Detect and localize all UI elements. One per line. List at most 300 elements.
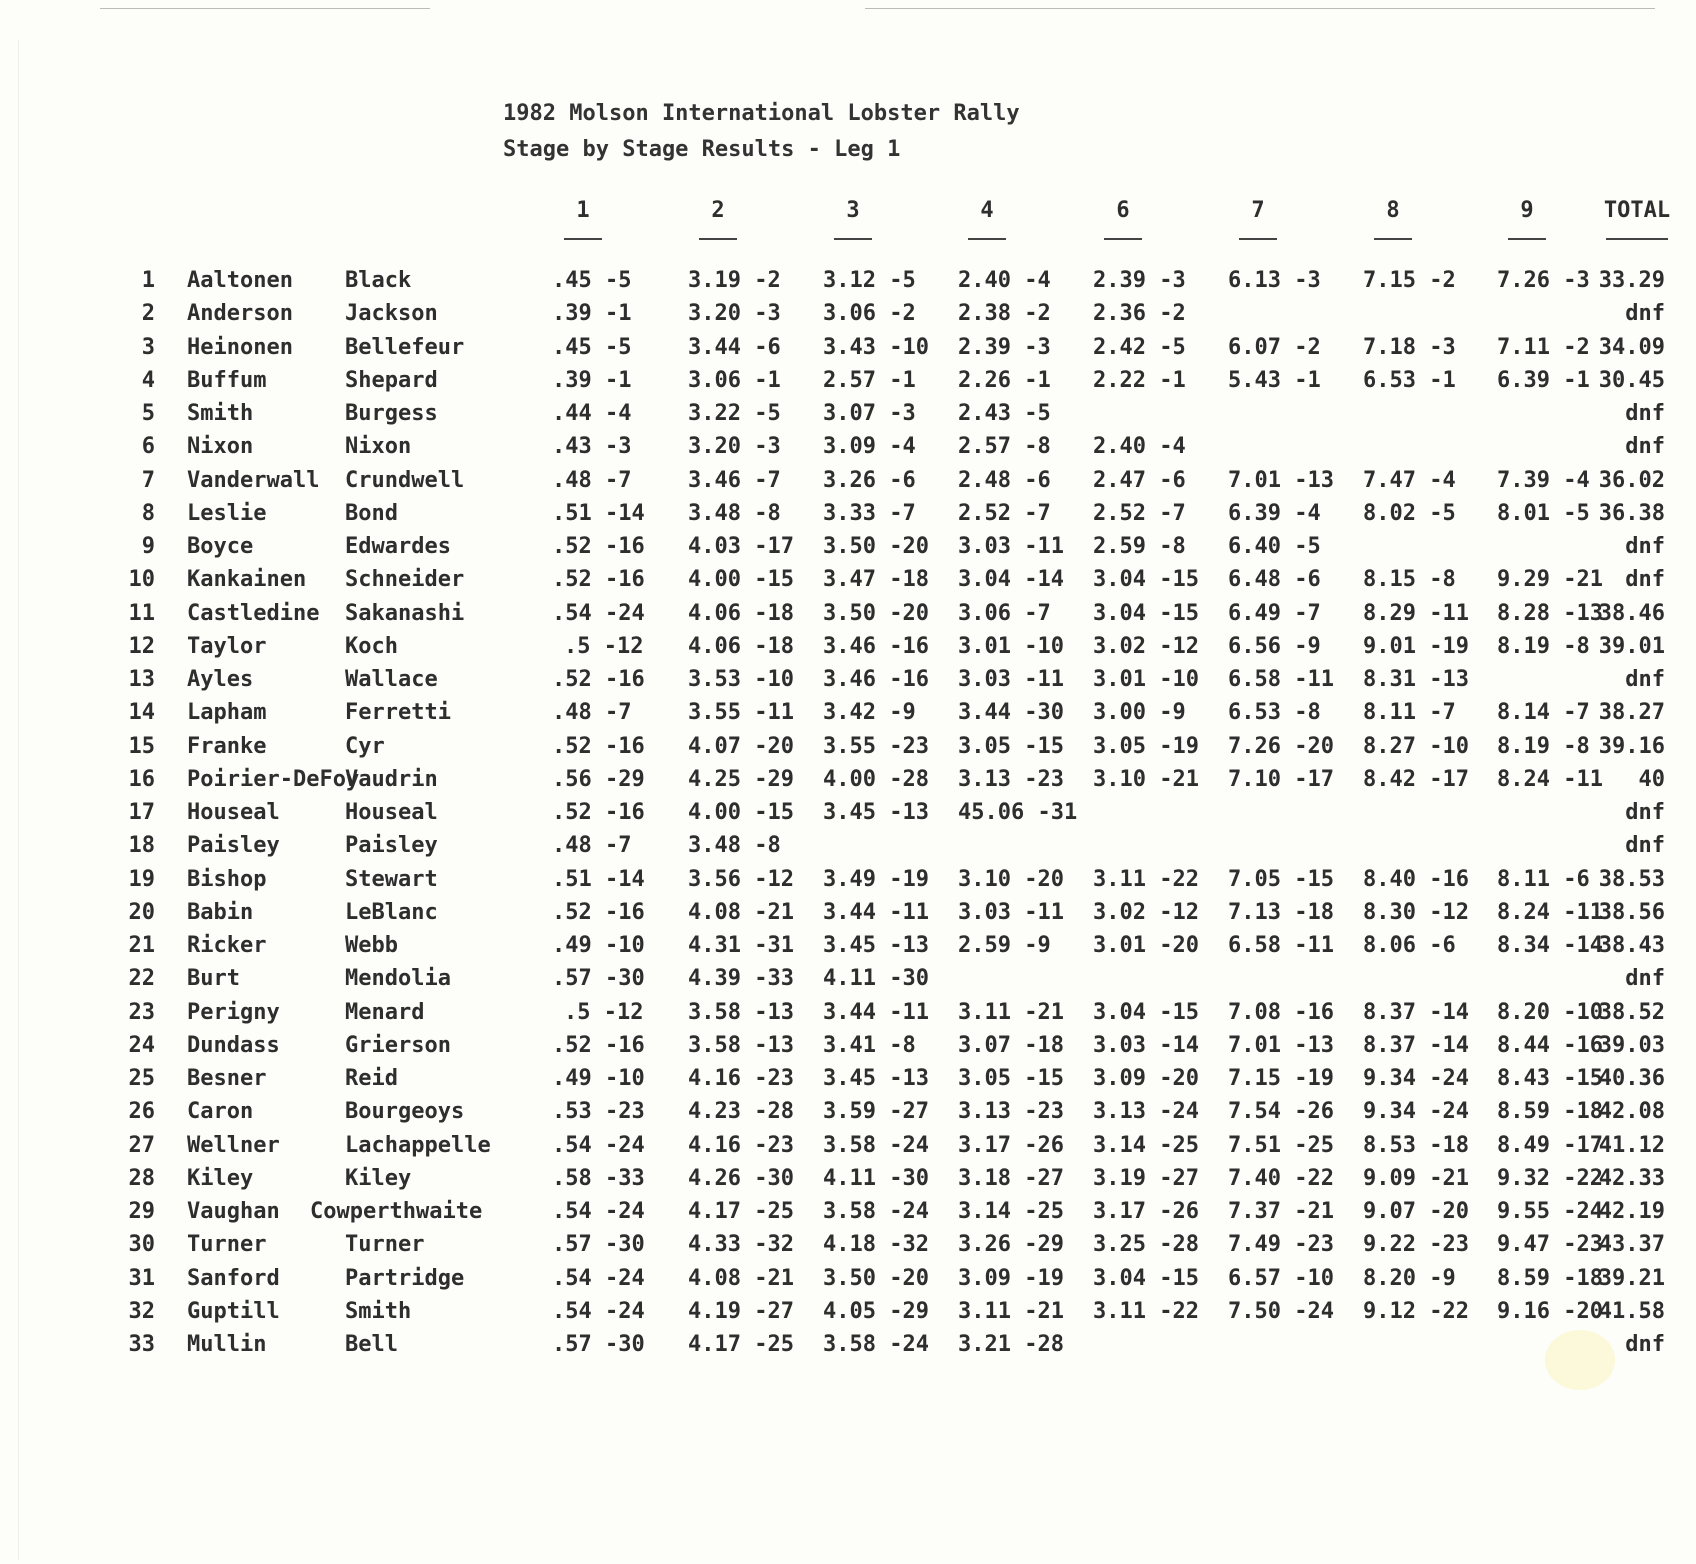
stage-time: 3.03 -11 xyxy=(958,534,1064,559)
total-time: 38.56 xyxy=(1598,900,1665,925)
stage-time: .52 -16 xyxy=(552,800,645,825)
stage-time: 2.43 -5 xyxy=(958,401,1051,426)
table-row xyxy=(0,1131,1696,1161)
stage-time: 7.26 -3 xyxy=(1497,268,1590,293)
column-header: TOTAL xyxy=(1603,198,1671,223)
stage-time: .39 -1 xyxy=(552,368,632,393)
table-row xyxy=(0,665,1696,695)
stage-time: 4.05 -29 xyxy=(823,1299,929,1324)
stage-time: 3.01 -10 xyxy=(958,634,1064,659)
driver-name: Turner xyxy=(187,1232,267,1257)
stage-time: 3.10 -20 xyxy=(958,867,1064,892)
total-time: 36.02 xyxy=(1598,468,1665,493)
row-number: 21 xyxy=(128,933,155,958)
total-time: 38.46 xyxy=(1598,601,1665,626)
stage-time: 3.25 -28 xyxy=(1093,1232,1199,1257)
codriver-name: Kiley xyxy=(345,1166,412,1191)
table-row xyxy=(0,765,1696,795)
stage-time: 7.37 -21 xyxy=(1228,1199,1334,1224)
codriver-name: Bourgeoys xyxy=(345,1099,465,1124)
table-row xyxy=(0,1197,1696,1227)
stage-time: 8.11 -7 xyxy=(1363,700,1456,725)
row-number: 4 xyxy=(141,368,155,393)
row-number: 3 xyxy=(141,335,155,360)
driver-name: Buffum xyxy=(187,368,267,393)
table-row xyxy=(0,698,1696,728)
stage-time: 7.13 -18 xyxy=(1228,900,1334,925)
driver-name: Dundass xyxy=(187,1033,280,1058)
stage-time: 8.19 -8 xyxy=(1497,734,1590,759)
row-number: 27 xyxy=(128,1133,155,1158)
stage-time: 8.01 -5 xyxy=(1497,501,1590,526)
stage-time: 3.05 -15 xyxy=(958,734,1064,759)
stage-time: 4.00 -28 xyxy=(823,767,929,792)
row-number: 7 xyxy=(141,468,155,493)
stage-time: .57 -30 xyxy=(552,1232,645,1257)
codriver-name: Jackson xyxy=(345,301,438,326)
stage-time: .52 -16 xyxy=(552,734,645,759)
codriver-name: Webb xyxy=(345,933,398,958)
stage-time: 9.01 -19 xyxy=(1363,634,1469,659)
table-row xyxy=(0,432,1696,462)
total-time: 43.37 xyxy=(1598,1232,1665,1257)
stage-time: 4.08 -21 xyxy=(688,900,794,925)
total-time: 40 xyxy=(1638,767,1665,792)
stage-time: 6.53 -8 xyxy=(1228,700,1321,725)
stage-time: 3.45 -13 xyxy=(823,933,929,958)
codriver-name: Grierson xyxy=(345,1033,451,1058)
row-number: 15 xyxy=(128,734,155,759)
stage-time: 8.53 -18 xyxy=(1363,1133,1469,1158)
stage-time: 3.44 -6 xyxy=(688,335,781,360)
stage-time: 2.57 -8 xyxy=(958,434,1051,459)
total-time: dnf xyxy=(1625,434,1665,459)
row-number: 31 xyxy=(128,1266,155,1291)
table-row xyxy=(0,798,1696,828)
stage-time: 3.03 -14 xyxy=(1093,1033,1199,1058)
top-rule-left xyxy=(100,8,430,9)
total-time: 38.43 xyxy=(1598,933,1665,958)
total-time: 38.27 xyxy=(1598,700,1665,725)
codriver-name: Mendolia xyxy=(345,966,451,991)
row-number: 20 xyxy=(128,900,155,925)
header-underline xyxy=(699,238,737,240)
row-number: 30 xyxy=(128,1232,155,1257)
driver-name: Perigny xyxy=(187,1000,280,1025)
stage-time: 7.40 -22 xyxy=(1228,1166,1334,1191)
stage-time: 4.25 -29 xyxy=(688,767,794,792)
table-row xyxy=(0,1164,1696,1194)
stage-time: 2.40 -4 xyxy=(1093,434,1186,459)
driver-name: Vaughan xyxy=(187,1199,280,1224)
stage-time: 9.12 -22 xyxy=(1363,1299,1469,1324)
stage-time: .48 -7 xyxy=(552,468,632,493)
table-row xyxy=(0,1097,1696,1127)
stage-time: .58 -33 xyxy=(552,1166,645,1191)
driver-name: Kankainen xyxy=(187,567,307,592)
stage-time: 3.45 -13 xyxy=(823,1066,929,1091)
stage-time: 8.37 -14 xyxy=(1363,1033,1469,1058)
stage-time: 8.40 -16 xyxy=(1363,867,1469,892)
stage-time: 7.18 -3 xyxy=(1363,335,1456,360)
column-header: 2 xyxy=(711,198,725,223)
row-number: 23 xyxy=(128,1000,155,1025)
driver-name: Poirier-DeFoy xyxy=(187,767,360,792)
driver-name: Caron xyxy=(187,1099,254,1124)
table-row xyxy=(0,399,1696,429)
stage-time: 7.39 -4 xyxy=(1497,468,1590,493)
table-row xyxy=(0,299,1696,329)
table-row xyxy=(0,532,1696,562)
codriver-name: Menard xyxy=(345,1000,425,1025)
header-underline xyxy=(1508,238,1546,240)
stage-time: .45 -5 xyxy=(552,268,632,293)
table-row xyxy=(0,466,1696,496)
driver-name: Lapham xyxy=(187,700,267,725)
stage-time: 3.01 -10 xyxy=(1093,667,1199,692)
driver-name: Wellner xyxy=(187,1133,280,1158)
table-row xyxy=(0,998,1696,1028)
codriver-name: Vaudrin xyxy=(345,767,438,792)
stage-time: 7.50 -24 xyxy=(1228,1299,1334,1324)
stage-time: 3.18 -27 xyxy=(958,1166,1064,1191)
total-time: dnf xyxy=(1625,401,1665,426)
header-underline xyxy=(1606,238,1668,240)
stage-time: .54 -24 xyxy=(552,601,645,626)
stage-time: 3.55 -11 xyxy=(688,700,794,725)
stage-time: 3.14 -25 xyxy=(958,1199,1064,1224)
stage-time: 6.57 -10 xyxy=(1228,1266,1334,1291)
stage-time: 3.00 -9 xyxy=(1093,700,1186,725)
codriver-name: Black xyxy=(345,268,412,293)
stage-time: 9.34 -24 xyxy=(1363,1099,1469,1124)
stage-time: 3.56 -12 xyxy=(688,867,794,892)
stage-time: 3.01 -20 xyxy=(1093,933,1199,958)
row-number: 19 xyxy=(128,867,155,892)
stage-time: 9.47 -23 xyxy=(1497,1232,1603,1257)
table-row xyxy=(0,499,1696,529)
stage-time: 3.44 -11 xyxy=(823,1000,929,1025)
stage-time: 6.40 -5 xyxy=(1228,534,1321,559)
stage-time: 3.43 -10 xyxy=(823,335,929,360)
row-number: 12 xyxy=(128,634,155,659)
table-row xyxy=(0,1330,1696,1360)
row-number: 28 xyxy=(128,1166,155,1191)
row-number: 6 xyxy=(141,434,155,459)
stage-time: 8.59 -18 xyxy=(1497,1266,1603,1291)
stage-time: 3.26 -29 xyxy=(958,1232,1064,1257)
stage-time: 8.42 -17 xyxy=(1363,767,1469,792)
stage-time: .52 -16 xyxy=(552,667,645,692)
stage-time: 3.47 -18 xyxy=(823,567,929,592)
stage-time: 4.00 -15 xyxy=(688,567,794,592)
title-block xyxy=(503,96,1020,168)
codriver-name: Edwardes xyxy=(345,534,451,559)
table-row xyxy=(0,366,1696,396)
codriver-name: Bell xyxy=(345,1332,398,1357)
total-time: 33.29 xyxy=(1598,268,1665,293)
stage-time: 8.28 -13 xyxy=(1497,601,1603,626)
driver-name: Smith xyxy=(187,401,254,426)
column-header: 8 xyxy=(1386,198,1400,223)
stage-time: .57 -30 xyxy=(552,966,645,991)
codriver-name: Schneider xyxy=(345,567,465,592)
column-header: 7 xyxy=(1251,198,1265,223)
paper-stain xyxy=(1545,1330,1615,1390)
stage-time: 8.11 -6 xyxy=(1497,867,1590,892)
stage-time: 4.31 -31 xyxy=(688,933,794,958)
codriver-name: Cyr xyxy=(345,734,385,759)
stage-time: 3.58 -24 xyxy=(823,1332,929,1357)
stage-time: 3.58 -13 xyxy=(688,1033,794,1058)
driver-name: Babin xyxy=(187,900,254,925)
row-number: 5 xyxy=(141,401,155,426)
stage-time: 3.02 -12 xyxy=(1093,634,1199,659)
stage-time: 3.19 -2 xyxy=(688,268,781,293)
stage-time: 2.39 -3 xyxy=(1093,268,1186,293)
driver-name: Taylor xyxy=(187,634,267,659)
stage-time: .54 -24 xyxy=(552,1133,645,1158)
stage-time: .56 -29 xyxy=(552,767,645,792)
stage-time: 3.06 -1 xyxy=(688,368,781,393)
stage-time: 4.17 -25 xyxy=(688,1199,794,1224)
driver-name: Sanford xyxy=(187,1266,280,1291)
stage-time: 4.17 -25 xyxy=(688,1332,794,1357)
total-time: 30.45 xyxy=(1598,368,1665,393)
stage-time: 4.16 -23 xyxy=(688,1133,794,1158)
stage-time: 3.41 -8 xyxy=(823,1033,916,1058)
stage-time: 3.42 -9 xyxy=(823,700,916,725)
total-time: 41.58 xyxy=(1598,1299,1665,1324)
stage-time: .54 -24 xyxy=(552,1266,645,1291)
stage-time: 3.58 -24 xyxy=(823,1199,929,1224)
row-number: 2 xyxy=(141,301,155,326)
stage-time: 3.49 -19 xyxy=(823,867,929,892)
codriver-name: Shepard xyxy=(345,368,438,393)
stage-time: 7.26 -20 xyxy=(1228,734,1334,759)
driver-name: Besner xyxy=(187,1066,267,1091)
stage-time: 3.45 -13 xyxy=(823,800,929,825)
stage-time: 7.49 -23 xyxy=(1228,1232,1334,1257)
driver-name: Guptill xyxy=(187,1299,280,1324)
stage-time: 2.22 -1 xyxy=(1093,368,1186,393)
row-number: 25 xyxy=(128,1066,155,1091)
stage-time: 3.46 -16 xyxy=(823,667,929,692)
stage-time: 2.39 -3 xyxy=(958,335,1051,360)
stage-time: 2.36 -2 xyxy=(1093,301,1186,326)
codriver-name: Ferretti xyxy=(345,700,451,725)
stage-time: 45.06 -31 xyxy=(958,800,1078,825)
table-row xyxy=(0,1064,1696,1094)
stage-time: 6.13 -3 xyxy=(1228,268,1321,293)
total-time: dnf xyxy=(1625,833,1665,858)
stage-time: 8.34 -14 xyxy=(1497,933,1603,958)
codriver-name: Turner xyxy=(345,1232,425,1257)
stage-time: 3.12 -5 xyxy=(823,268,916,293)
total-time: dnf xyxy=(1625,301,1665,326)
stage-time: 8.02 -5 xyxy=(1363,501,1456,526)
stage-time: 8.31 -13 xyxy=(1363,667,1469,692)
stage-time: 3.04 -15 xyxy=(1093,1000,1199,1025)
stage-time: 3.04 -15 xyxy=(1093,601,1199,626)
table-row xyxy=(0,565,1696,595)
row-number: 22 xyxy=(128,966,155,991)
stage-time: 8.15 -8 xyxy=(1363,567,1456,592)
stage-time: .52 -16 xyxy=(552,900,645,925)
stage-time: 2.48 -6 xyxy=(958,468,1051,493)
row-number: 14 xyxy=(128,700,155,725)
total-time: 39.16 xyxy=(1598,734,1665,759)
driver-name: Vanderwall xyxy=(187,468,320,493)
stage-time: .43 -3 xyxy=(552,434,632,459)
row-number: 1 xyxy=(141,268,155,293)
stage-time: 9.09 -21 xyxy=(1363,1166,1469,1191)
stage-time: 3.04 -15 xyxy=(1093,567,1199,592)
stage-time: 4.39 -33 xyxy=(688,966,794,991)
stage-time: 3.20 -3 xyxy=(688,434,781,459)
driver-name: Paisley xyxy=(187,833,280,858)
total-time: 38.52 xyxy=(1598,1000,1665,1025)
table-row xyxy=(0,1031,1696,1061)
row-number: 11 xyxy=(128,601,155,626)
stage-time: 3.22 -5 xyxy=(688,401,781,426)
stage-time: 3.48 -8 xyxy=(688,501,781,526)
stage-time: 3.10 -21 xyxy=(1093,767,1199,792)
stage-time: 8.44 -16 xyxy=(1497,1033,1603,1058)
stage-time: 7.01 -13 xyxy=(1228,1033,1334,1058)
codriver-name: Lachappelle xyxy=(345,1133,491,1158)
stage-time: 7.11 -2 xyxy=(1497,335,1590,360)
codriver-name: Burgess xyxy=(345,401,438,426)
stage-time: 3.05 -19 xyxy=(1093,734,1199,759)
stage-time: 9.34 -24 xyxy=(1363,1066,1469,1091)
stage-time: .54 -24 xyxy=(552,1199,645,1224)
stage-time: 3.19 -27 xyxy=(1093,1166,1199,1191)
stage-time: .44 -4 xyxy=(552,401,632,426)
codriver-name: Paisley xyxy=(345,833,438,858)
table-row xyxy=(0,1230,1696,1260)
stage-time: 8.24 -11 xyxy=(1497,767,1603,792)
stage-time: 6.58 -11 xyxy=(1228,667,1334,692)
column-header: 1 xyxy=(576,198,590,223)
stage-time: 7.08 -16 xyxy=(1228,1000,1334,1025)
stage-time: 2.47 -6 xyxy=(1093,468,1186,493)
stage-time: 2.40 -4 xyxy=(958,268,1051,293)
stage-time: 6.53 -1 xyxy=(1363,368,1456,393)
stage-time: 3.48 -8 xyxy=(688,833,781,858)
total-time: 40.36 xyxy=(1598,1066,1665,1091)
stage-time: 6.39 -1 xyxy=(1497,368,1590,393)
stage-time: 3.46 -7 xyxy=(688,468,781,493)
row-number: 8 xyxy=(141,501,155,526)
stage-time: 2.26 -1 xyxy=(958,368,1051,393)
total-time: dnf xyxy=(1625,667,1665,692)
stage-time: 4.19 -27 xyxy=(688,1299,794,1324)
table-row xyxy=(0,1297,1696,1327)
table-row xyxy=(0,732,1696,762)
codriver-name: Bellefeur xyxy=(345,335,465,360)
stage-time: 8.59 -18 xyxy=(1497,1099,1603,1124)
total-time: 42.08 xyxy=(1598,1099,1665,1124)
stage-time: 2.52 -7 xyxy=(1093,501,1186,526)
stage-time: .48 -7 xyxy=(552,700,632,725)
driver-name: Burt xyxy=(187,966,240,991)
column-header: 4 xyxy=(980,198,994,223)
codriver-name: Bond xyxy=(345,501,398,526)
driver-name: Mullin xyxy=(187,1332,267,1357)
stage-time: .39 -1 xyxy=(552,301,632,326)
total-time: dnf xyxy=(1625,534,1665,559)
row-number: 29 xyxy=(128,1199,155,1224)
row-number: 32 xyxy=(128,1299,155,1324)
stage-time: 3.09 -20 xyxy=(1093,1066,1199,1091)
stage-time: 3.55 -23 xyxy=(823,734,929,759)
stage-time: 9.22 -23 xyxy=(1363,1232,1469,1257)
stage-time: 3.44 -30 xyxy=(958,700,1064,725)
table-row xyxy=(0,898,1696,928)
stage-time: 3.07 -18 xyxy=(958,1033,1064,1058)
codriver-name: Houseal xyxy=(345,800,438,825)
stage-time: 4.06 -18 xyxy=(688,601,794,626)
driver-name: Ricker xyxy=(187,933,267,958)
total-time: 36.38 xyxy=(1598,501,1665,526)
stage-time: 4.07 -20 xyxy=(688,734,794,759)
codriver-name: Partridge xyxy=(345,1266,465,1291)
stage-time: 4.16 -23 xyxy=(688,1066,794,1091)
stage-time: 4.23 -28 xyxy=(688,1099,794,1124)
stage-time: .51 -14 xyxy=(552,867,645,892)
row-number: 18 xyxy=(128,833,155,858)
total-time: 41.12 xyxy=(1598,1133,1665,1158)
header-row xyxy=(0,196,1696,226)
total-time: dnf xyxy=(1625,567,1665,592)
stage-time: 7.05 -15 xyxy=(1228,867,1334,892)
codriver-name: Cowperthwaite xyxy=(310,1199,483,1224)
stage-time: 9.55 -24 xyxy=(1497,1199,1603,1224)
header-underline xyxy=(1374,238,1412,240)
stage-time: 3.04 -15 xyxy=(1093,1266,1199,1291)
driver-name: Heinonen xyxy=(187,335,293,360)
stage-time: 3.06 -2 xyxy=(823,301,916,326)
codriver-name: Nixon xyxy=(345,434,412,459)
stage-time: 3.13 -23 xyxy=(958,1099,1064,1124)
codriver-name: Smith xyxy=(345,1299,412,1324)
driver-name: Castledine xyxy=(187,601,320,626)
table-row xyxy=(0,266,1696,296)
stage-time: 2.52 -7 xyxy=(958,501,1051,526)
stage-time: 3.11 -21 xyxy=(958,1000,1064,1025)
stage-time: 7.15 -2 xyxy=(1363,268,1456,293)
stage-time: 4.08 -21 xyxy=(688,1266,794,1291)
stage-time: 3.59 -27 xyxy=(823,1099,929,1124)
codriver-name: Sakanashi xyxy=(345,601,465,626)
stage-time: .45 -5 xyxy=(552,335,632,360)
total-time: 34.09 xyxy=(1598,335,1665,360)
driver-name: Bishop xyxy=(187,867,267,892)
stage-time: 4.03 -17 xyxy=(688,534,794,559)
stage-time: 4.33 -32 xyxy=(688,1232,794,1257)
stage-time: .51 -14 xyxy=(552,501,645,526)
header-underline xyxy=(834,238,872,240)
column-header: 3 xyxy=(846,198,860,223)
stage-time: 8.30 -12 xyxy=(1363,900,1469,925)
stage-time: 7.15 -19 xyxy=(1228,1066,1334,1091)
table-row xyxy=(0,599,1696,629)
total-time: dnf xyxy=(1625,800,1665,825)
stage-time: 3.11 -22 xyxy=(1093,867,1199,892)
table-row xyxy=(0,333,1696,363)
stage-time: 4.18 -32 xyxy=(823,1232,929,1257)
